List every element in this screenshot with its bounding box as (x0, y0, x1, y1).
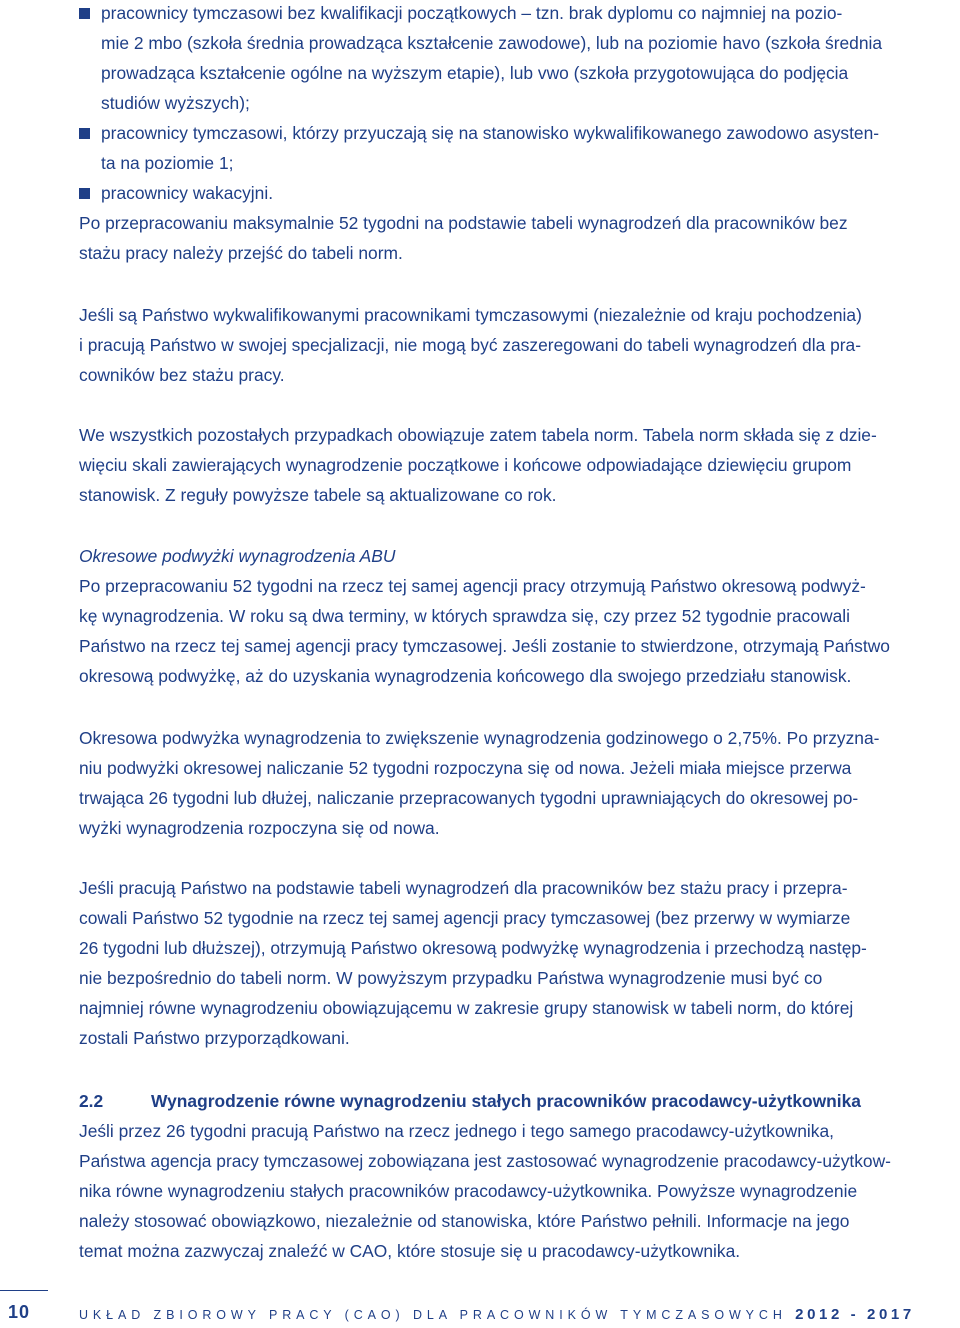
bullet-item-text: mie 2 mbo (szkoła średnia prowadząca kształcenie zawodowe), lub na poziomie havo (szkoła średnia (101, 33, 883, 53)
paragraph-line: Po przepracowaniu maksymalnie 52 tygodni na podstawie tabeli wynagrodzeń dla pracowników bez (79, 213, 848, 233)
paragraph-qualified-workers (79, 300, 939, 390)
paragraph-line: nika równe wynagrodzeniu stałych pracowników pracodawcy-użytkownika. Powyższe wynagrodzenie (79, 1181, 858, 1201)
paragraph-line: stanowisk. Z reguły powyższe tabele są aktualizowane co rok. (79, 485, 557, 505)
bullet-item-text: pracownicy tymczasowi, którzy przyuczają się na stanowisko wykwalifikowanego zawodowo asysten- (101, 123, 880, 143)
paragraph-periodic-raises (79, 541, 939, 691)
footer-title-text: UKŁAD ZBIOROWY PRACY (CAO) DLA PRACOWNIKÓW TYMCZASOWYCH (79, 1308, 787, 1322)
square-bullet-icon (79, 188, 90, 199)
bullet-item-text: pracownicy wakacyjni. (101, 183, 274, 203)
paragraph-line: okresową podwyżkę, aż do uzyskania wynagrodzenia końcowego dla swojego przedziału stanowisk. (79, 666, 852, 686)
paragraph-line: Jeśli są Państwo wykwalifikowanymi pracownikami tymczasowymi (niezależnie od kraju pochodzenia) (79, 305, 862, 325)
paragraph-raise-amount (79, 723, 939, 843)
paragraph-line: najmniej równe wynagrodzeniu obowiązującemu w zakresie grupy stanowisk w tabeli norm, do której (79, 998, 854, 1018)
paragraph-line: cowników bez stażu pracy. (79, 365, 285, 385)
paragraph-transition (79, 873, 939, 1053)
footer-title (79, 1306, 915, 1323)
paragraph-line: We wszystkich pozostałych przypadkach obowiązuje zatem tabela norm. Tabela norm składa się z dzie- (79, 425, 877, 445)
footer-rule (0, 1290, 48, 1291)
paragraph-line: zostali Państwo przyporządkowani. (79, 1028, 350, 1048)
paragraph-line: cowali Państwo 52 tygodnie na rzecz tej samej agencji pracy tymczasowej (bez przerwy w wymiarze (79, 908, 851, 928)
paragraph-line: Jeśli pracują Państwo na podstawie tabeli wynagrodzeń dla pracowników bez stażu pracy i przepra- (79, 878, 848, 898)
paragraph-line: temat można zazwyczaj znaleźć w CAO, które stosuje się u pracodawcy-użytkownika. (79, 1241, 741, 1261)
paragraph-line: Jeśli przez 26 tygodni pracują Państwo na rzecz jednego i tego samego pracodawcy-użytkownika, (79, 1121, 834, 1141)
subsection-title: Okresowe podwyżki wynagrodzenia ABU (79, 546, 396, 566)
paragraph-line: nie bezpośrednio do tabeli norm. W powyższym przypadku Państwa wynagrodzenie musi być co (79, 968, 823, 988)
square-bullet-icon (79, 128, 90, 139)
section-title: Wynagrodzenie równe wynagrodzeniu stałych pracowników pracodawcy-użytkownika (151, 1091, 861, 1111)
paragraph-line: niu podwyżki okresowej naliczanie 52 tygodni rozpoczyna się od nowa. Jeżeli miała miejsce przerwa (79, 758, 852, 778)
bullet-item-text: ta na poziomie 1; (101, 153, 234, 173)
bullet-item-2 (79, 118, 939, 148)
paragraph-norm-table (79, 420, 939, 510)
bullet-item-text: prowadząca kształcenie ogólne na wyższym etapie), lub vwo (szkoła przygotowująca do podjęcia (101, 63, 849, 83)
paragraph-line: Po przepracowaniu 52 tygodni na rzecz tej samej agencji pracy otrzymują Państwo okresową podwyż- (79, 576, 866, 596)
page-number: 10 (8, 1302, 31, 1322)
paragraph-line: kę wynagrodzenia. W roku są dwa terminy, w których sprawdza się, czy przez 52 tygodnie pracowali (79, 606, 850, 626)
section-2-2 (79, 1086, 939, 1266)
paragraph-line: 26 tygodni lub dłuższej), otrzymują Państwo okresową podwyżkę wynagrodzenia i przechodzą następ- (79, 938, 867, 958)
paragraph-line: więciu skali zawierających wynagrodzenie początkowe i końcowe odpowiadające dziewięciu grupom (79, 455, 852, 475)
paragraph-line: wyżki wynagrodzenia rozpoczyna się od nowa. (79, 818, 440, 838)
section-heading (79, 1086, 939, 1116)
paragraph-line: należy stosować obowiązkowo, niezależnie od stanowiska, które Państwo pełnili. Informacje na jego (79, 1211, 850, 1231)
paragraph-line: Państwo na rzecz tej samej agencji pracy tymczasowej. Jeśli zostanie to stwierdzone, otrzymają Państwo (79, 636, 890, 656)
paragraph-line: trwająca 26 tygodni lub dłużej, naliczanie przepracowanych tygodni uprawniających do okresowej po- (79, 788, 859, 808)
paragraph-line: Okresowa podwyżka wynagrodzenia to zwiększenie wynagrodzenia godzinowego o 2,75%. Po przyzna- (79, 728, 880, 748)
bullet-item-text: pracownicy tymczasowi bez kwalifikacji początkowych – tzn. brak dyplomu co najmniej na pozio- (101, 3, 843, 23)
paragraph-line: Państwa agencja pracy tymczasowej zobowiązana jest zastosować wynagrodzenie pracodawcy-użytkow- (79, 1151, 891, 1171)
bullet-item-1 (79, 0, 939, 28)
paragraph-line: i pracują Państwo w swojej specjalizacji, nie mogą być zaszeregowani do tabeli wynagrodzeń dla pra- (79, 335, 862, 355)
square-bullet-icon (79, 8, 90, 19)
bullet-item-text: studiów wyższych); (101, 93, 250, 113)
bullet-list (79, 0, 939, 268)
footer-years: 2012 - 2017 (795, 1306, 915, 1323)
section-number: 2.2 (79, 1091, 104, 1111)
paragraph-line: stażu pracy należy przejść do tabeli norm. (79, 243, 403, 263)
bullet-item-3 (79, 178, 939, 208)
